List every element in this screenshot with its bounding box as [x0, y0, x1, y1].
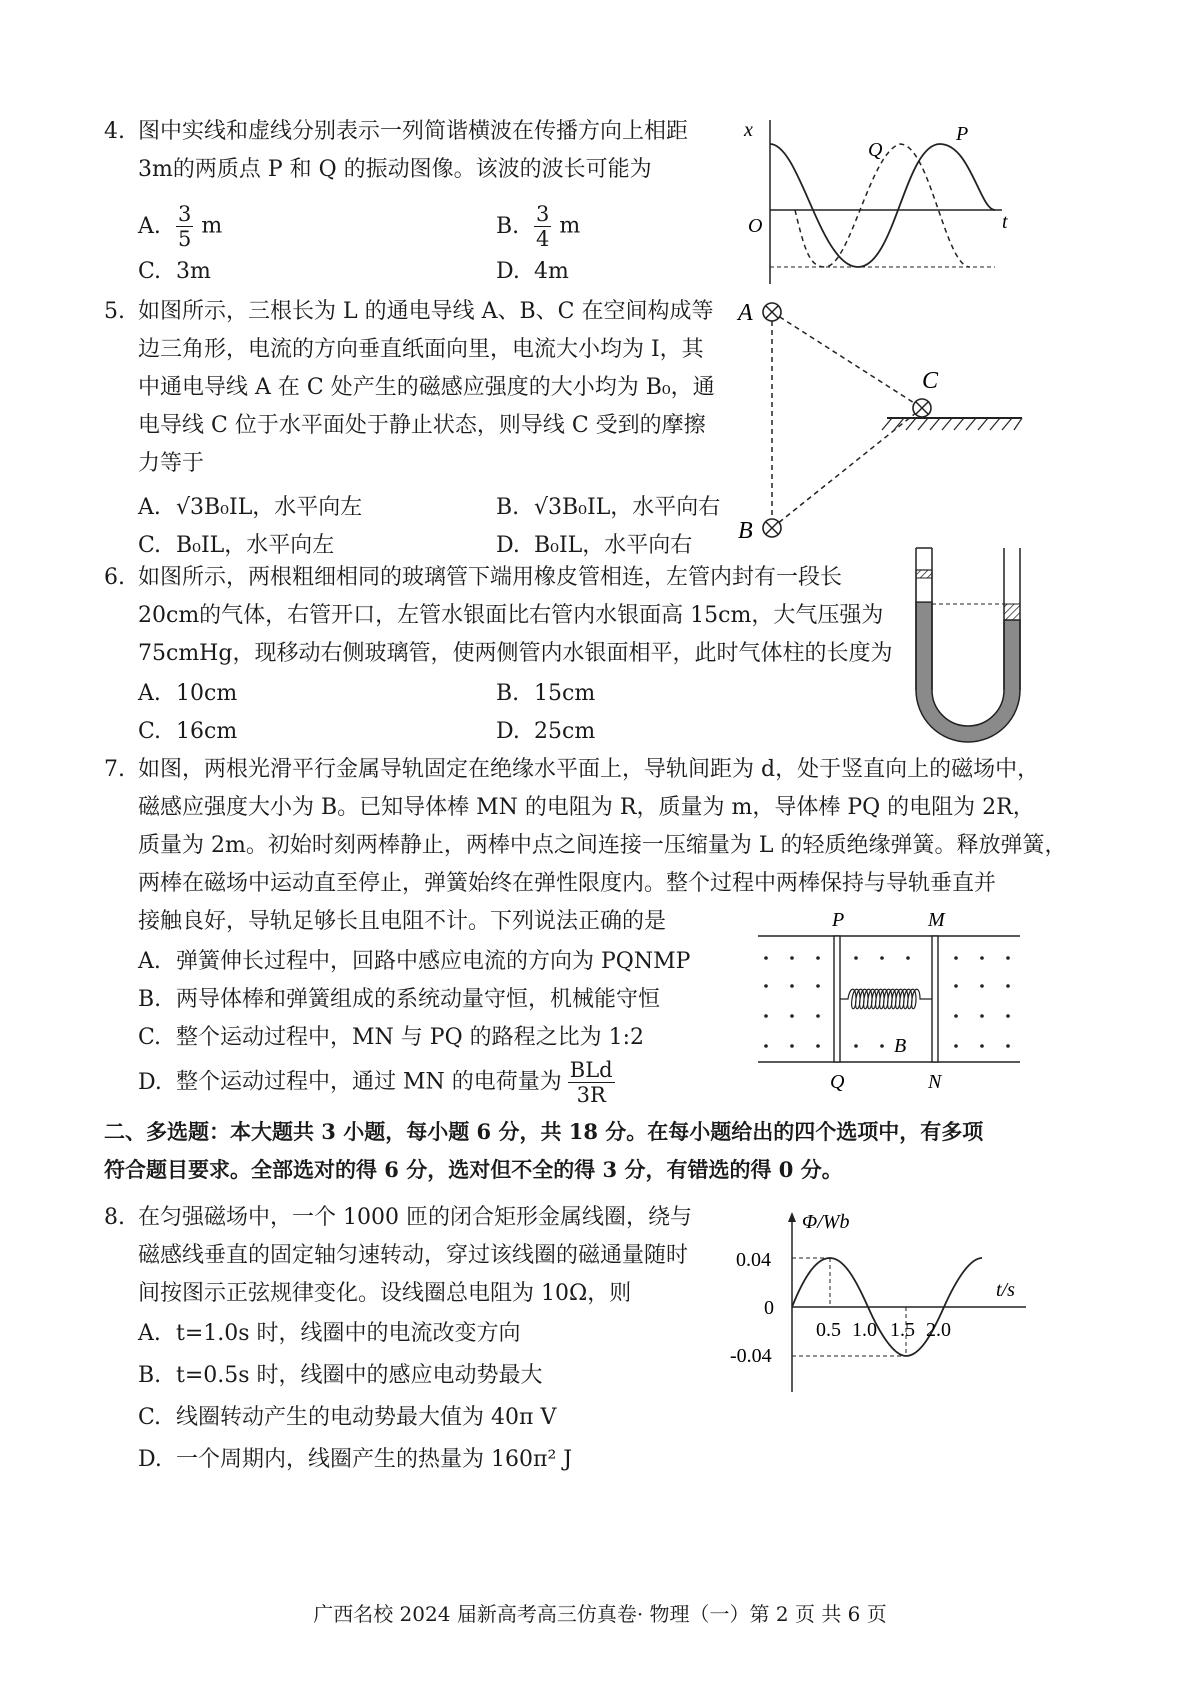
question-7-line-5: 接触良好，导轨足够长且电阻不计。下列说法正确的是 [138, 909, 667, 934]
section-2-heading-line-2: 符合题目要求。全部选对的得 6 分，选对但不全的得 3 分，有错选的得 0 分。 [104, 1157, 843, 1182]
q5-edge-bc [772, 408, 922, 528]
q6-option-d: D. 25cm [496, 719, 596, 744]
q7-option-b: B. 两导体棒和弹簧组成的系统动量守恒，机械能守恒 [138, 987, 661, 1012]
q8-y-tick-max: 0.04 [736, 1249, 771, 1271]
q8-t-tick-0-5: 0.5 [816, 1319, 841, 1341]
q5-label-a: A [738, 300, 753, 326]
question-7-number: 7. [104, 757, 125, 782]
q5-ground-hatch [882, 418, 1022, 430]
q8-y-tick-min: -0.04 [730, 1345, 772, 1367]
question-5-line-5: 力等于 [138, 451, 205, 476]
q4-x-label: x [744, 119, 753, 141]
q8-t-tick-1-0: 1.0 [852, 1319, 877, 1341]
q6-option-a: A. 10cm [138, 681, 238, 706]
q4-curve-q [795, 144, 970, 267]
q8-t-label: t/s [996, 1279, 1015, 1301]
question-5-line-3: 中通电导线 A 在 C 处产生的磁感应强度的大小均为 B₀，通 [138, 375, 715, 400]
q4-t-label: t [1002, 211, 1008, 233]
q7-rod-mn [932, 936, 938, 1062]
q7-option-c: C. 整个运动过程中，MN 与 PQ 的路程之比为 1:2 [138, 1025, 644, 1050]
q7-option-a: A. 弹簧伸长过程中，回路中感应电流的方向为 PQNMP [138, 949, 691, 974]
question-7-line-2: 磁感应强度大小为 B。已知导体棒 MN 的电阻为 R，质量为 m，导体棒 PQ 的电阻为 2R， [138, 795, 1035, 820]
q8-t-tick-2-0: 2.0 [926, 1319, 951, 1341]
q8-option-a: A. t=1.0s 时，线圈中的电流改变方向 [138, 1321, 521, 1346]
q4-curve-p [770, 144, 995, 267]
q7-rail-figure [752, 906, 1024, 1096]
q5-option-d: D. B₀IL，水平向右 [496, 533, 693, 558]
q7-label-n: N [928, 1071, 942, 1093]
q7-label-m: M [928, 909, 945, 931]
q7-label-p: P [832, 909, 845, 931]
question-5-line-4: 电导线 C 位于水平面处于静止状态，则导线 C 受到的摩擦 [138, 413, 706, 438]
page-footer: 广西名校 2024 届新高考高三仿真卷· 物理（一）第 2 页 共 6 页 [313, 1602, 887, 1626]
q8-option-d: D. 一个周期内，线圈产生的热量为 160π² J [138, 1447, 573, 1472]
q6-left-seal [916, 570, 932, 578]
question-7-line-4: 两棒在磁场中运动直至停止，弹簧始终在弹性限度内。整个过程中两棒保持与导轨垂直并 [138, 871, 997, 896]
question-6-line-2: 20cm的气体，右管开口，左管水银面比右管内水银面高 15cm，大气压强为 [138, 603, 884, 628]
q8-phi-arrow-icon [788, 1212, 796, 1222]
q5-wire-c-icon [913, 399, 931, 417]
q5-option-c: C. B₀IL，水平向左 [138, 533, 335, 558]
section-2-heading-line-1: 二、多选题：本大题共 3 小题，每小题 6 分，共 18 分。在每小题给出的四个选项中，有多项 [104, 1119, 984, 1144]
question-4-number: 4. [104, 119, 125, 144]
q4-p-label: P [956, 123, 969, 145]
question-6-line-1: 如图所示，两根粗细相同的玻璃管下端用橡皮管相连，左管内封有一段长 [138, 565, 843, 590]
q4-option-b: B. $\frac{3}{4}$ m [496, 202, 581, 251]
question-5-number: 5. [104, 299, 125, 324]
q8-y-label: Φ/Wb [802, 1211, 850, 1233]
q5-wire-a-icon [763, 303, 781, 321]
question-8-line-3: 间按图示正弦规律变化。设线圈总电阻为 10Ω，则 [138, 1281, 632, 1306]
q5-wire-triangle-figure [732, 290, 1032, 550]
q6-right-level-mark [1004, 604, 1020, 620]
question-4-line-1: 图中实线和虚线分别表示一列简谐横波在传播方向上相距 [138, 119, 689, 144]
q7-rod-pq [834, 936, 840, 1062]
q7-magnetic-field-dots [764, 956, 1010, 1048]
question-8-line-2: 磁感线垂直的固定轴匀速转动，穿过该线圈的磁通量随时 [138, 1243, 689, 1268]
question-8-line-1: 在匀强磁场中，一个 1000 匝的闭合矩形金属线圈，绕与 [138, 1205, 692, 1230]
q5-option-b: B. √3B₀IL，水平向右 [496, 495, 721, 520]
q4-option-c: C. 3m [138, 259, 211, 284]
q8-y-tick-zero: 0 [764, 1297, 774, 1319]
q4-q-label: Q [868, 139, 883, 161]
q4-option-d: D. 4m [496, 259, 569, 284]
q5-label-b: B [738, 518, 753, 544]
q5-option-a: A. √3B₀IL，水平向左 [138, 495, 363, 520]
q5-label-c: C [922, 368, 939, 394]
q4-origin-label: O [748, 215, 763, 237]
q6-u-tube-figure [908, 540, 1038, 755]
q6-option-b: B. 15cm [496, 681, 596, 706]
q8-t-tick-1-5: 1.5 [890, 1319, 915, 1341]
q8-option-c: C. 线圈转动产生的电动势最大值为 40π V [138, 1405, 557, 1430]
question-5-line-2: 边三角形，电流的方向垂直纸面向里，电流大小均为 I，其 [138, 337, 704, 362]
q7-spring [840, 989, 932, 1009]
q7-label-q: Q [830, 1071, 845, 1093]
question-7-line-1: 如图，两根光滑平行金属导轨固定在绝缘水平面上，导轨间距为 d，处于竖直向上的磁场中， [138, 757, 1040, 782]
q8-flux-graph [726, 1206, 1036, 1396]
q4-option-a: A. $\frac{3}{5}$ m [138, 202, 223, 251]
q4-vibration-graph [740, 112, 1030, 292]
question-8-number: 8. [104, 1205, 125, 1230]
question-6-number: 6. [104, 565, 125, 590]
q7-option-d: D. 整个运动过程中，通过 MN 的电荷量为 $\frac{\text{BLd}}{3R}$ [138, 1058, 613, 1107]
question-4-line-2: 3m的两质点 P 和 Q 的振动图像。该波的波长可能为 [138, 157, 652, 182]
question-7-line-3: 质量为 2m。初始时刻两棒静止，两棒中点之间连接一压缩量为 L 的轻质绝缘弹簧。释放弹簧， [138, 833, 1067, 858]
q7-label-b: B [894, 1035, 907, 1057]
q5-wire-b-icon [763, 519, 781, 537]
q6-option-c: C. 16cm [138, 719, 238, 744]
q8-option-b: B. t=0.5s 时，线圈中的感应电动势最大 [138, 1363, 543, 1388]
q5-edge-ac [772, 312, 922, 408]
question-5-line-1: 如图所示，三根长为 L 的通电导线 A、B、C 在空间构成等 [138, 299, 714, 324]
question-6-line-3: 75cmHg，现移动右侧玻璃管，使两侧管内水银面相平，此时气体柱的长度为 [138, 641, 893, 666]
